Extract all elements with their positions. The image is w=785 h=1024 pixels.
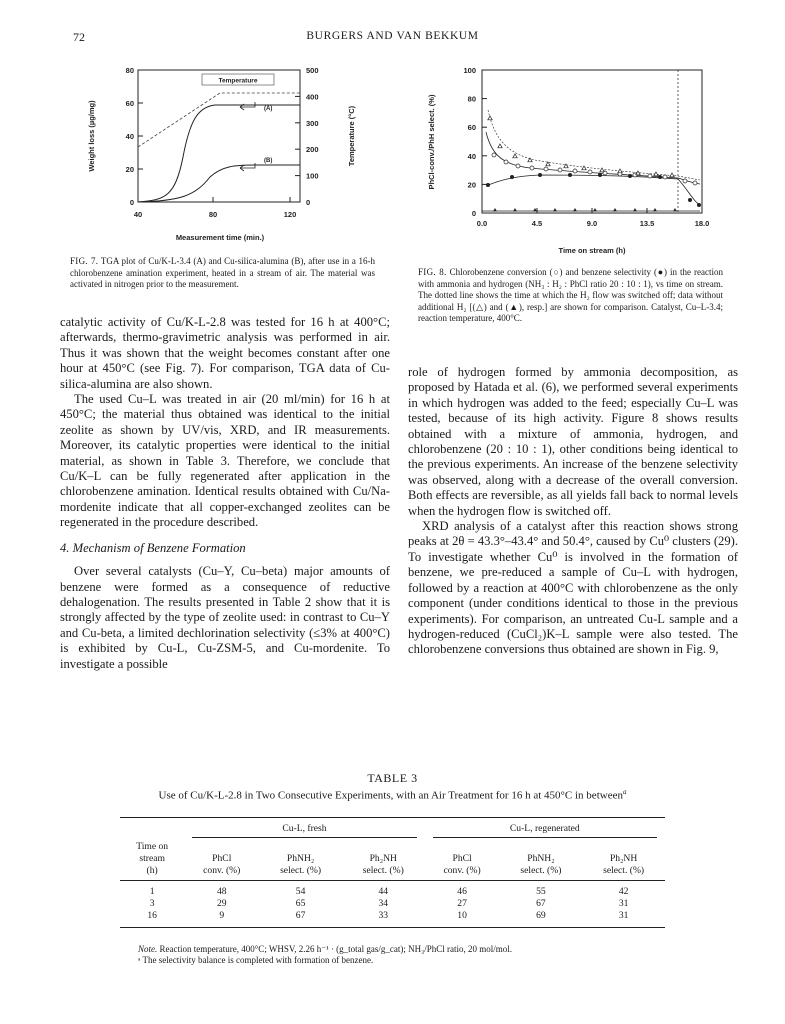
table-3-col-header: PhCl bbox=[452, 852, 472, 864]
table-row bbox=[120, 909, 665, 921]
table-cell: 67 bbox=[295, 909, 306, 921]
fig7-curve-b bbox=[138, 165, 300, 202]
table-3-group-regenerated: Cu-L, regenerated bbox=[509, 822, 580, 834]
figure-7-plot bbox=[70, 62, 380, 252]
fig8-curve-conv-noH2 bbox=[488, 110, 700, 180]
table-cell: 67 bbox=[536, 897, 546, 909]
fig7-ytick-right: 0 bbox=[306, 198, 311, 207]
fig7-caption bbox=[70, 256, 375, 291]
fig7-ytick-right: 200 bbox=[306, 145, 319, 155]
right-paragraph-1: role of hydrogen formed by ammonia decomposition, as proposed by Hatada et al. (6), we performed several experiments in which hydrogen was added to the feed; especially Cu–L was tested, because of its high activity. Figure 8 shows results obtained with a mixture of ammonia, hydrogen, and chlorobenzene (20 : 10 : 1), other conditions being identical to the previous experiments. An increase of the benzene selectivity was observed, along with a decrease of the overall conversion. Both effects are reversible, as all yields fall back to normal levels when the hydrogen flow is switched off. bbox=[408, 365, 738, 518]
table-3-col-header: select. (%) bbox=[362, 864, 404, 876]
table-3-subtitle-marker: a bbox=[622, 788, 627, 796]
fig8-xtick: 9.0 bbox=[586, 219, 598, 228]
fig7-ytick-right: 100 bbox=[306, 171, 319, 181]
table-3 bbox=[120, 817, 665, 928]
table-3-note bbox=[138, 944, 668, 966]
table-3-group-fresh: Cu-L, fresh bbox=[282, 822, 327, 834]
right-paragraph-2: XRD analysis of a catalyst after this reaction shows strong peaks at 2θ = 43.3°–43.4° and 50.4°, caused by Cu⁰ clusters (29). To investigate whether Cu⁰ is involved in the formation of benzene, we pre-reduced a sample of Cu–L with hydrogen, followed by a reaction at 400°C with chlorobenzene as the only component (under conditions identical to those in the previous experiments). For comparison, an untreated Cu-L sample and a hydrogen-reduced (CuCl₂)K–L sample were also tested. The chlorobenzene conversions thus obtained are shown in Fig. 9, bbox=[408, 519, 738, 657]
fig7-ytick: 80 bbox=[125, 66, 134, 75]
fig7-ytick-right: 500 bbox=[306, 66, 319, 75]
table-cell: 46 bbox=[457, 885, 467, 897]
fig7-legend-temperature: Temperature bbox=[218, 77, 258, 85]
fig8-ytick: 0 bbox=[471, 209, 476, 218]
table-cell: 34 bbox=[378, 897, 389, 909]
table-cell: 48 bbox=[216, 885, 227, 897]
table-row bbox=[120, 897, 665, 909]
fig7-frame bbox=[138, 70, 300, 202]
table-3-note-text: Reaction temperature, 400°C; WHSV, 2.26 h⁻¹ · (g_total gas/g_cat); NH₃/PhCl ratio, 20 mol/mol. bbox=[159, 944, 513, 954]
fig8-caption-text: Chlorobenzene conversion (○) and benzene selectivity (●) in the reaction with ammonia and hydrogen (NH₃ : H₂ : PhCl ratio 20 : 10 : 1), vs time on stream. The dotted line shows the time at which the H₂ flow was switched off; data without additional H₂ [(△) and (▲), resp.] are shown for comparison. Catalyst, Cu–L-3.4; reaction temperature, 400°C. bbox=[418, 267, 723, 323]
fig8-ytick: 60 bbox=[467, 123, 476, 133]
fig7-ytick: 40 bbox=[125, 132, 134, 141]
table-cell: 33 bbox=[378, 909, 389, 921]
fig8-xlabel: Time on stream (h) bbox=[558, 246, 626, 255]
table-3-col-header: PhNH₂ bbox=[527, 852, 555, 864]
table-3-col-header: Ph₂NH bbox=[609, 852, 638, 864]
right-column bbox=[408, 365, 738, 658]
table-3-col-header: PhNH₂ bbox=[286, 852, 315, 864]
fig7-ytick: 60 bbox=[125, 99, 134, 108]
table-cell: 55 bbox=[536, 885, 546, 897]
table-3-note-label: Note. bbox=[138, 944, 158, 954]
fig7-label-b: (B) bbox=[264, 158, 273, 164]
table-3-col-time: stream bbox=[139, 852, 165, 864]
left-column bbox=[60, 315, 390, 672]
fig7-xlabel: Measurement time (min.) bbox=[175, 233, 265, 242]
page-header bbox=[0, 30, 785, 50]
fig8-xtick: 13.5 bbox=[639, 219, 655, 228]
table-cell: 54 bbox=[295, 885, 306, 897]
table-3-footnote: ᵃ The selectivity balance is completed with formation of benzene. bbox=[138, 955, 374, 965]
table-cell: 1 bbox=[149, 885, 155, 897]
table-3-col-header: select. (%) bbox=[520, 864, 562, 876]
fig7-curve-a bbox=[138, 105, 300, 202]
fig8-xtick: 0.0 bbox=[476, 219, 488, 228]
fig8-curve-conversion bbox=[486, 132, 700, 184]
table-cell: 42 bbox=[618, 885, 629, 897]
fig8-xtick: 18.0 bbox=[694, 219, 710, 228]
left-paragraph-2: The used Cu–L was treated in air (20 ml/min) for 16 h at 450°C; the material thus obtained was identical to the initial zeolite as shown by UV/vis, XRD, and IR measurements. Moreover, its catalytic properties were identical to the initial material, as shown in Table 3. Therefore, we conclude that Cu/K–L can be fully regenerated after application in the chlorobenzene amination. Identical results obtained with Cu/Na-mordenite indicate that all copper-exchanged zeolites can be regenerated in the procedure described. bbox=[60, 392, 390, 530]
table-cell: 31 bbox=[618, 909, 629, 921]
table-3-subtitle-text: Use of Cu/K-L-2.8 in Two Consecutive Experiments, with an Air Treatment for 16 h at 450°C in between bbox=[158, 789, 623, 802]
left-paragraph-1: catalytic activity of Cu/K-L-2.8 was tested for 16 h at 400°C; afterwards, thermo-gravimetric analysis was performed in air. Thus it was shown that the weight becomes constant after one hour at 450°C (see Fig. 7). For comparison, TGA data of Cu-silica-alumina are also shown. bbox=[60, 315, 390, 391]
fig7-ylabel-right: Temperature (°C) bbox=[347, 105, 356, 167]
table-cell: 69 bbox=[536, 909, 546, 921]
page-number: 72 bbox=[73, 30, 85, 44]
left-paragraph-3: Over several catalysts (Cu–Y, Cu–beta) major amounts of benzene were formed as a consequence of reductive dehalogenation. The results presented in Table 2 show that it is strongly affected by the type of zeolite used: in contrast to Cu–Y and Cu-beta, a limited dechlorination selectivity (≤3% at 400°C) is exhibited by Cu-L, Cu-ZSM-5, and Cu-mordenite. To investigate a possible bbox=[60, 564, 390, 671]
fig7-temperature-line bbox=[138, 93, 300, 147]
table-cell: 27 bbox=[457, 897, 467, 909]
fig8-xtick: 4.5 bbox=[531, 219, 543, 228]
table-3-col-header: select. (%) bbox=[603, 864, 645, 876]
fig8-ytick: 80 bbox=[467, 94, 476, 104]
table-3-subtitle bbox=[120, 786, 665, 803]
table-3-col-time: (h) bbox=[146, 864, 158, 876]
fig7-xtick: 80 bbox=[208, 210, 218, 219]
fig8-markers-open-triangles bbox=[488, 116, 674, 177]
fig7-ytick-right: 300 bbox=[306, 118, 319, 128]
table-cell: 9 bbox=[219, 909, 225, 921]
fig7-xtick: 120 bbox=[283, 210, 297, 219]
fig8-caption bbox=[418, 267, 723, 325]
table-3-col-header: Ph₂NH bbox=[369, 852, 397, 864]
fig7-caption-label: FIG. 7. bbox=[70, 256, 99, 266]
fig8-caption-label: FIG. 8. bbox=[418, 267, 447, 277]
table-3-col-header: conv. (%) bbox=[443, 864, 481, 876]
table-cell: 3 bbox=[149, 897, 155, 909]
fig8-ylabel: PhCl-conv./PhH select. (%) bbox=[427, 94, 436, 190]
fig8-ytick: 40 bbox=[467, 151, 476, 161]
section-heading: 4. Mechanism of Benzene Formation bbox=[60, 540, 246, 555]
table-cell: 31 bbox=[618, 897, 629, 909]
fig7-xtick: 40 bbox=[133, 210, 143, 219]
table-3-title: TABLE 3 bbox=[367, 771, 418, 785]
fig7-ytick: 20 bbox=[125, 165, 134, 174]
table-cell: 65 bbox=[295, 897, 306, 909]
table-3-col-time: Time on bbox=[136, 840, 169, 852]
table-row bbox=[120, 885, 665, 897]
table-cell: 29 bbox=[216, 897, 227, 909]
fig8-frame bbox=[482, 70, 702, 213]
table-3-col-header: PhCl bbox=[212, 852, 232, 864]
fig8-ytick: 100 bbox=[463, 66, 476, 75]
running-head: BURGERS AND VAN BEKKUM bbox=[306, 30, 479, 42]
fig8-ytick: 20 bbox=[467, 180, 476, 190]
figure-8-plot bbox=[420, 62, 720, 262]
fig7-label-a: (A) bbox=[264, 106, 273, 112]
table-cell: 16 bbox=[147, 909, 157, 921]
table-cell: 10 bbox=[457, 909, 467, 921]
fig7-ytick: 0 bbox=[129, 198, 134, 207]
fig7-caption-text: TGA plot of Cu/K-L-3.4 (A) and Cu-silica-alumina (B), after use in a 16-h chlorobenzene amination experiment, heated in a stream of air. The material was activated in nitrogen prior to the measurement. bbox=[70, 256, 375, 289]
fig7-ytick-right: 400 bbox=[306, 92, 319, 102]
table-cell: 44 bbox=[378, 885, 389, 897]
table-3-col-header: conv. (%) bbox=[203, 864, 241, 876]
table-3-col-header: select. (%) bbox=[280, 864, 322, 876]
fig8-markers-open-circles bbox=[492, 153, 697, 185]
fig7-ylabel-left: Weight loss (µg/mg) bbox=[87, 100, 96, 172]
fig8-curve-selectivity bbox=[486, 175, 700, 205]
